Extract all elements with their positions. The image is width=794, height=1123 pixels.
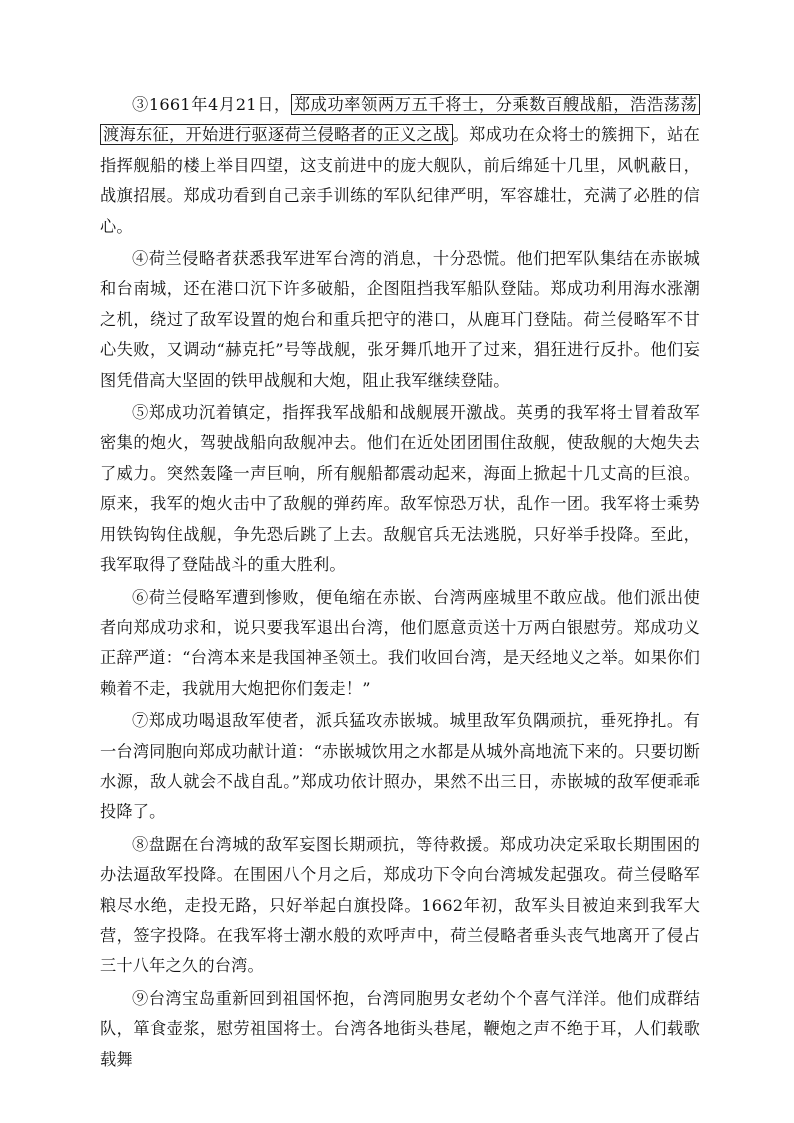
- document-page: [100, 90, 700, 1077]
- paragraph-4: ④荷兰侵略者获悉我军进军台湾的消息，十分恐慌。他们把军队集结在赤嵌城和台南城，还在港口沉下许多破船，企图阻挡我军船队登陆。郑成功利用海水涨潮之机，绕过了敌军设置的炮台和重兵把守的港口，从鹿耳门登陆。荷兰侵略军不甘心失败，又调动“赫克托”号等战舰，张牙舞爪地开了过来，猖狂进行反扑。他们妄图凭借高大坚固的铁甲战舰和大炮，阻止我军继续登陆。: [100, 249, 700, 390]
- paragraph-7: ⑦郑成功喝退敌军使者，派兵猛攻赤嵌城。城里敌军负隅顽抗，垂死挣扎。有一台湾同胞向郑成功献计道：“赤嵌城饮用之水都是从城外高地流下来的。只要切断水源，敌人就会不战自乱。”郑成功依计照办，果然不出三日，赤嵌城的敌军便乖乖投降了。: [100, 711, 700, 822]
- paragraph-9: ⑨台湾宝岛重新回到祖国怀抱，台湾同胞男女老幼个个喜气洋洋。他们成群结队，箪食壶浆，慰劳祖国将士。台湾各地街头巷尾，鞭炮之声不绝于耳，人们载歌载舞: [100, 988, 700, 1069]
- paragraph-5: ⑤郑成功沉着镇定，指挥我军战船和战舰展开激战。英勇的我军将士冒着敌军密集的炮火，驾驶战船向敌舰冲去。他们在近处团团围住敌舰，使敌舰的大炮失去了威力。突然轰隆一声巨响，所有舰船都震动起来，海面上掀起十几丈高的巨浪。原来，我军的炮火击中了敌舰的弹药库。敌军惊恐万状，乱作一团。我军将士乘势用铁钩钩住战舰，争先恐后跳了上去。敌舰官兵无法逃脱，只好举手投降。至此，我军取得了登陆战斗的重大胜利。: [100, 403, 700, 575]
- paragraph-3-rest: 。郑成功在众将士的簇拥下，站在指挥舰船的楼上举目四望，这支前进中的庞大舰队，前后绵延十几里，风帆蔽日，战旗招展。郑成功看到自己亲手训练的军队纪律严明，军容雄壮，充满了必胜的信心。: [100, 125, 701, 236]
- boxed-sentence: 郑成功率领两万五千将士，分乘数百艘战船，浩浩荡荡渡海东征，开始进行驱逐荷兰侵略者的正义之战: [100, 94, 700, 145]
- paragraph-6: ⑥荷兰侵略军遭到惨败，便龟缩在赤嵌、台湾两座城里不敢应战。他们派出使者向郑成功求和，说只要我军退出台湾，他们愿意贡送十万两白银慰劳。郑成功义正辞严道：“台湾本来是我国神圣领土。我们收回台湾，是天经地义之举。如果你们赖着不走，我就用大炮把你们轰走！”: [100, 587, 700, 698]
- paragraph-3-lead: ③1661年4月21日，: [132, 95, 291, 114]
- paragraph-8: ⑧盘踞在台湾城的敌军妄图长期顽抗，等待救援。郑成功决定采取长期围困的办法逼敌军投降。在围困八个月之后，郑成功下令向台湾城发起强攻。荷兰侵略军粮尽水绝，走投无路，只好举起白旗投降。1662年初，敌军头目被迫来到我军大营，签字投降。在我军将士潮水般的欢呼声中，荷兰侵略者垂头丧气地离开了侵占三十八年之久的台湾。: [100, 834, 700, 976]
- paragraph-3: [100, 90, 700, 242]
